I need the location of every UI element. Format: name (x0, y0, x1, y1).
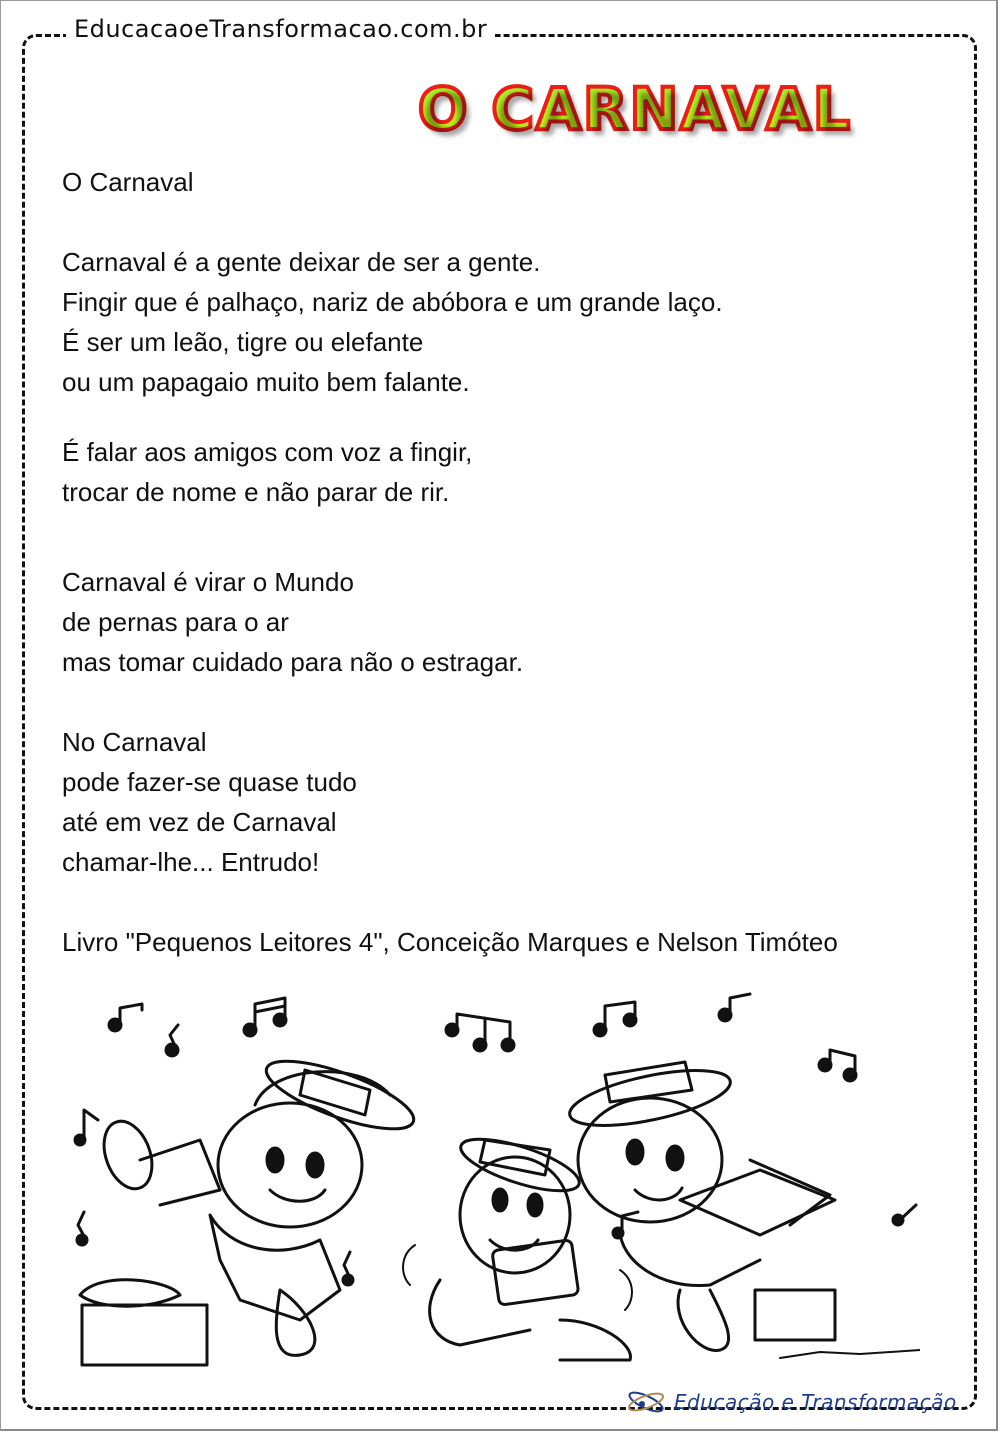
poem-source: Livro "Pequenos Leitores 4", Conceição Marques e Nelson Timóteo (62, 927, 838, 957)
poem-line: mas tomar cuidado para não o estragar. (62, 647, 524, 677)
poem-line: É ser um leão, tigre ou elefante (62, 327, 424, 357)
site-url: EducacaoeTransformacao.com.br (66, 12, 495, 46)
poem (62, 162, 962, 962)
poem-heading: O Carnaval (62, 167, 194, 197)
poem-line: No Carnaval (62, 727, 207, 757)
poem-line: trocar de nome e não parar de rir. (62, 477, 450, 507)
artist-signature (780, 1350, 920, 1358)
carnival-musicians-illustration (60, 990, 920, 1370)
character-middle (403, 1129, 632, 1360)
stanza-1 (62, 242, 962, 402)
orbit-logo-icon (626, 1387, 668, 1417)
stanza-2 (62, 432, 962, 512)
stanza-4 (62, 722, 962, 882)
character-left (80, 1048, 421, 1365)
poem-line: de pernas para o ar (62, 607, 289, 637)
poem-line: chamar-lhe... Entrudo! (62, 847, 320, 877)
footer-brand (626, 1382, 957, 1422)
poem-line: pode fazer-se quase tudo (62, 767, 357, 797)
character-right (565, 1059, 835, 1350)
page-title: O CARNAVAL (418, 75, 852, 143)
stanza-3 (62, 562, 962, 682)
poem-line: Carnaval é a gente deixar de ser a gente. (62, 247, 541, 277)
poem-line: até em vez de Carnaval (62, 807, 337, 837)
poem-line: Fingir que é palhaço, nariz de abóbora e um grande laço. (62, 287, 723, 317)
footer-brand-text: Educação e Transformação (674, 1390, 957, 1414)
poem-line: ou um papagaio muito bem falante. (62, 367, 470, 397)
poem-line: Carnaval é virar o Mundo (62, 567, 354, 597)
poem-line: É falar aos amigos com voz a fingir, (62, 437, 473, 467)
